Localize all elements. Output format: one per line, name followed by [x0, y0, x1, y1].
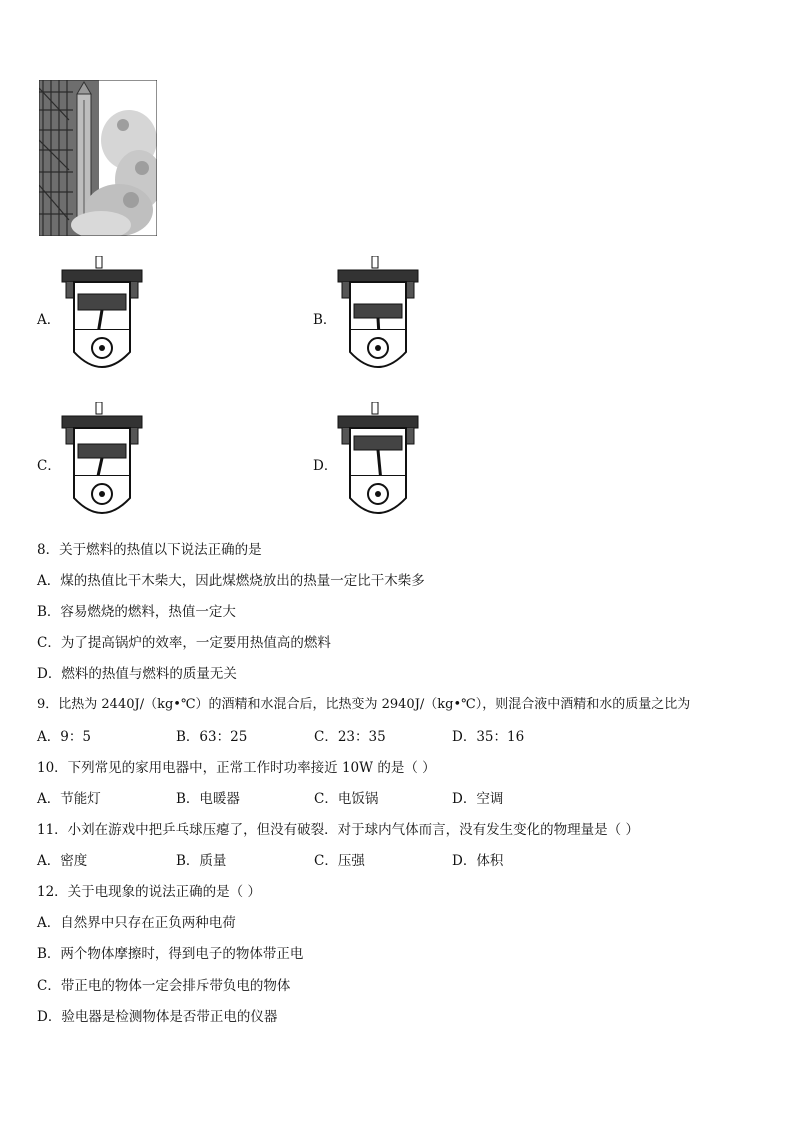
q11-option-d: D．体积 — [452, 853, 504, 869]
q8-option-a: A．煤的热值比干木柴大，因此煤燃烧放出的热量一定比干木柴多 — [37, 573, 425, 589]
q10-option-d: D．空调 — [452, 791, 504, 807]
q10-option-c: C．电饭锅 — [314, 791, 379, 807]
q9-option-d: D．35：16 — [452, 729, 525, 745]
q8-option-d: D．燃料的热值与燃料的质量无关 — [37, 666, 237, 682]
q11-stem: 11．小刘在游戏中把乒乓球压瘪了，但没有破裂．对于球内气体而言，没有发生变化的物理量是（ ） — [37, 822, 639, 838]
q8-option-c: C．为了提高锅炉的效率，一定要用热值高的燃料 — [37, 635, 331, 651]
q10-option-b: B．电暖器 — [176, 791, 240, 807]
q12-option-c: C．带正电的物体一定会排斥带负电的物体 — [37, 978, 291, 994]
q12-option-b: B．两个物体摩擦时，得到电子的物体带正电 — [37, 946, 304, 962]
engine-option-a-label: A． — [37, 312, 61, 328]
q9-option-a: A．9：5 — [37, 729, 91, 745]
rocket-launch-image — [39, 80, 157, 236]
q8-stem: 8．关于燃料的热值以下说法正确的是 — [37, 542, 262, 558]
q10-stem: 10．下列常见的家用电器中，正常工作时功率接近 10W 的是（ ） — [37, 760, 436, 776]
engine-diagram-c — [60, 402, 144, 520]
engine-diagram-a — [60, 256, 144, 374]
q12-option-d: D．验电器是检测物体是否带正电的仪器 — [37, 1009, 278, 1025]
q9-option-b: B．63：25 — [176, 729, 248, 745]
q12-option-a: A．自然界中只存在正负两种电荷 — [37, 915, 236, 931]
q11-option-b: B．质量 — [176, 853, 227, 869]
q10-option-a: A．节能灯 — [37, 791, 101, 807]
engine-diagram-b — [336, 256, 420, 374]
q8-option-b: B．容易燃烧的燃料，热值一定大 — [37, 604, 236, 620]
q9-stem: 9．比热为 2440J/（kg•℃）的酒精和水混合后，比热变为 2940J/（kg•℃），则混合液中酒精和水的质量之比为 — [37, 697, 691, 712]
q12-stem: 12．关于电现象的说法正确的是（ ） — [37, 884, 261, 900]
engine-diagram-d — [336, 402, 420, 520]
engine-option-b-label: B． — [313, 312, 337, 328]
q11-option-c: C．压强 — [314, 853, 365, 869]
q11-option-a: A．密度 — [37, 853, 88, 869]
engine-option-c-label: C． — [37, 458, 61, 474]
engine-option-d-label: D． — [313, 458, 338, 474]
q9-option-c: C．23：35 — [314, 729, 386, 745]
